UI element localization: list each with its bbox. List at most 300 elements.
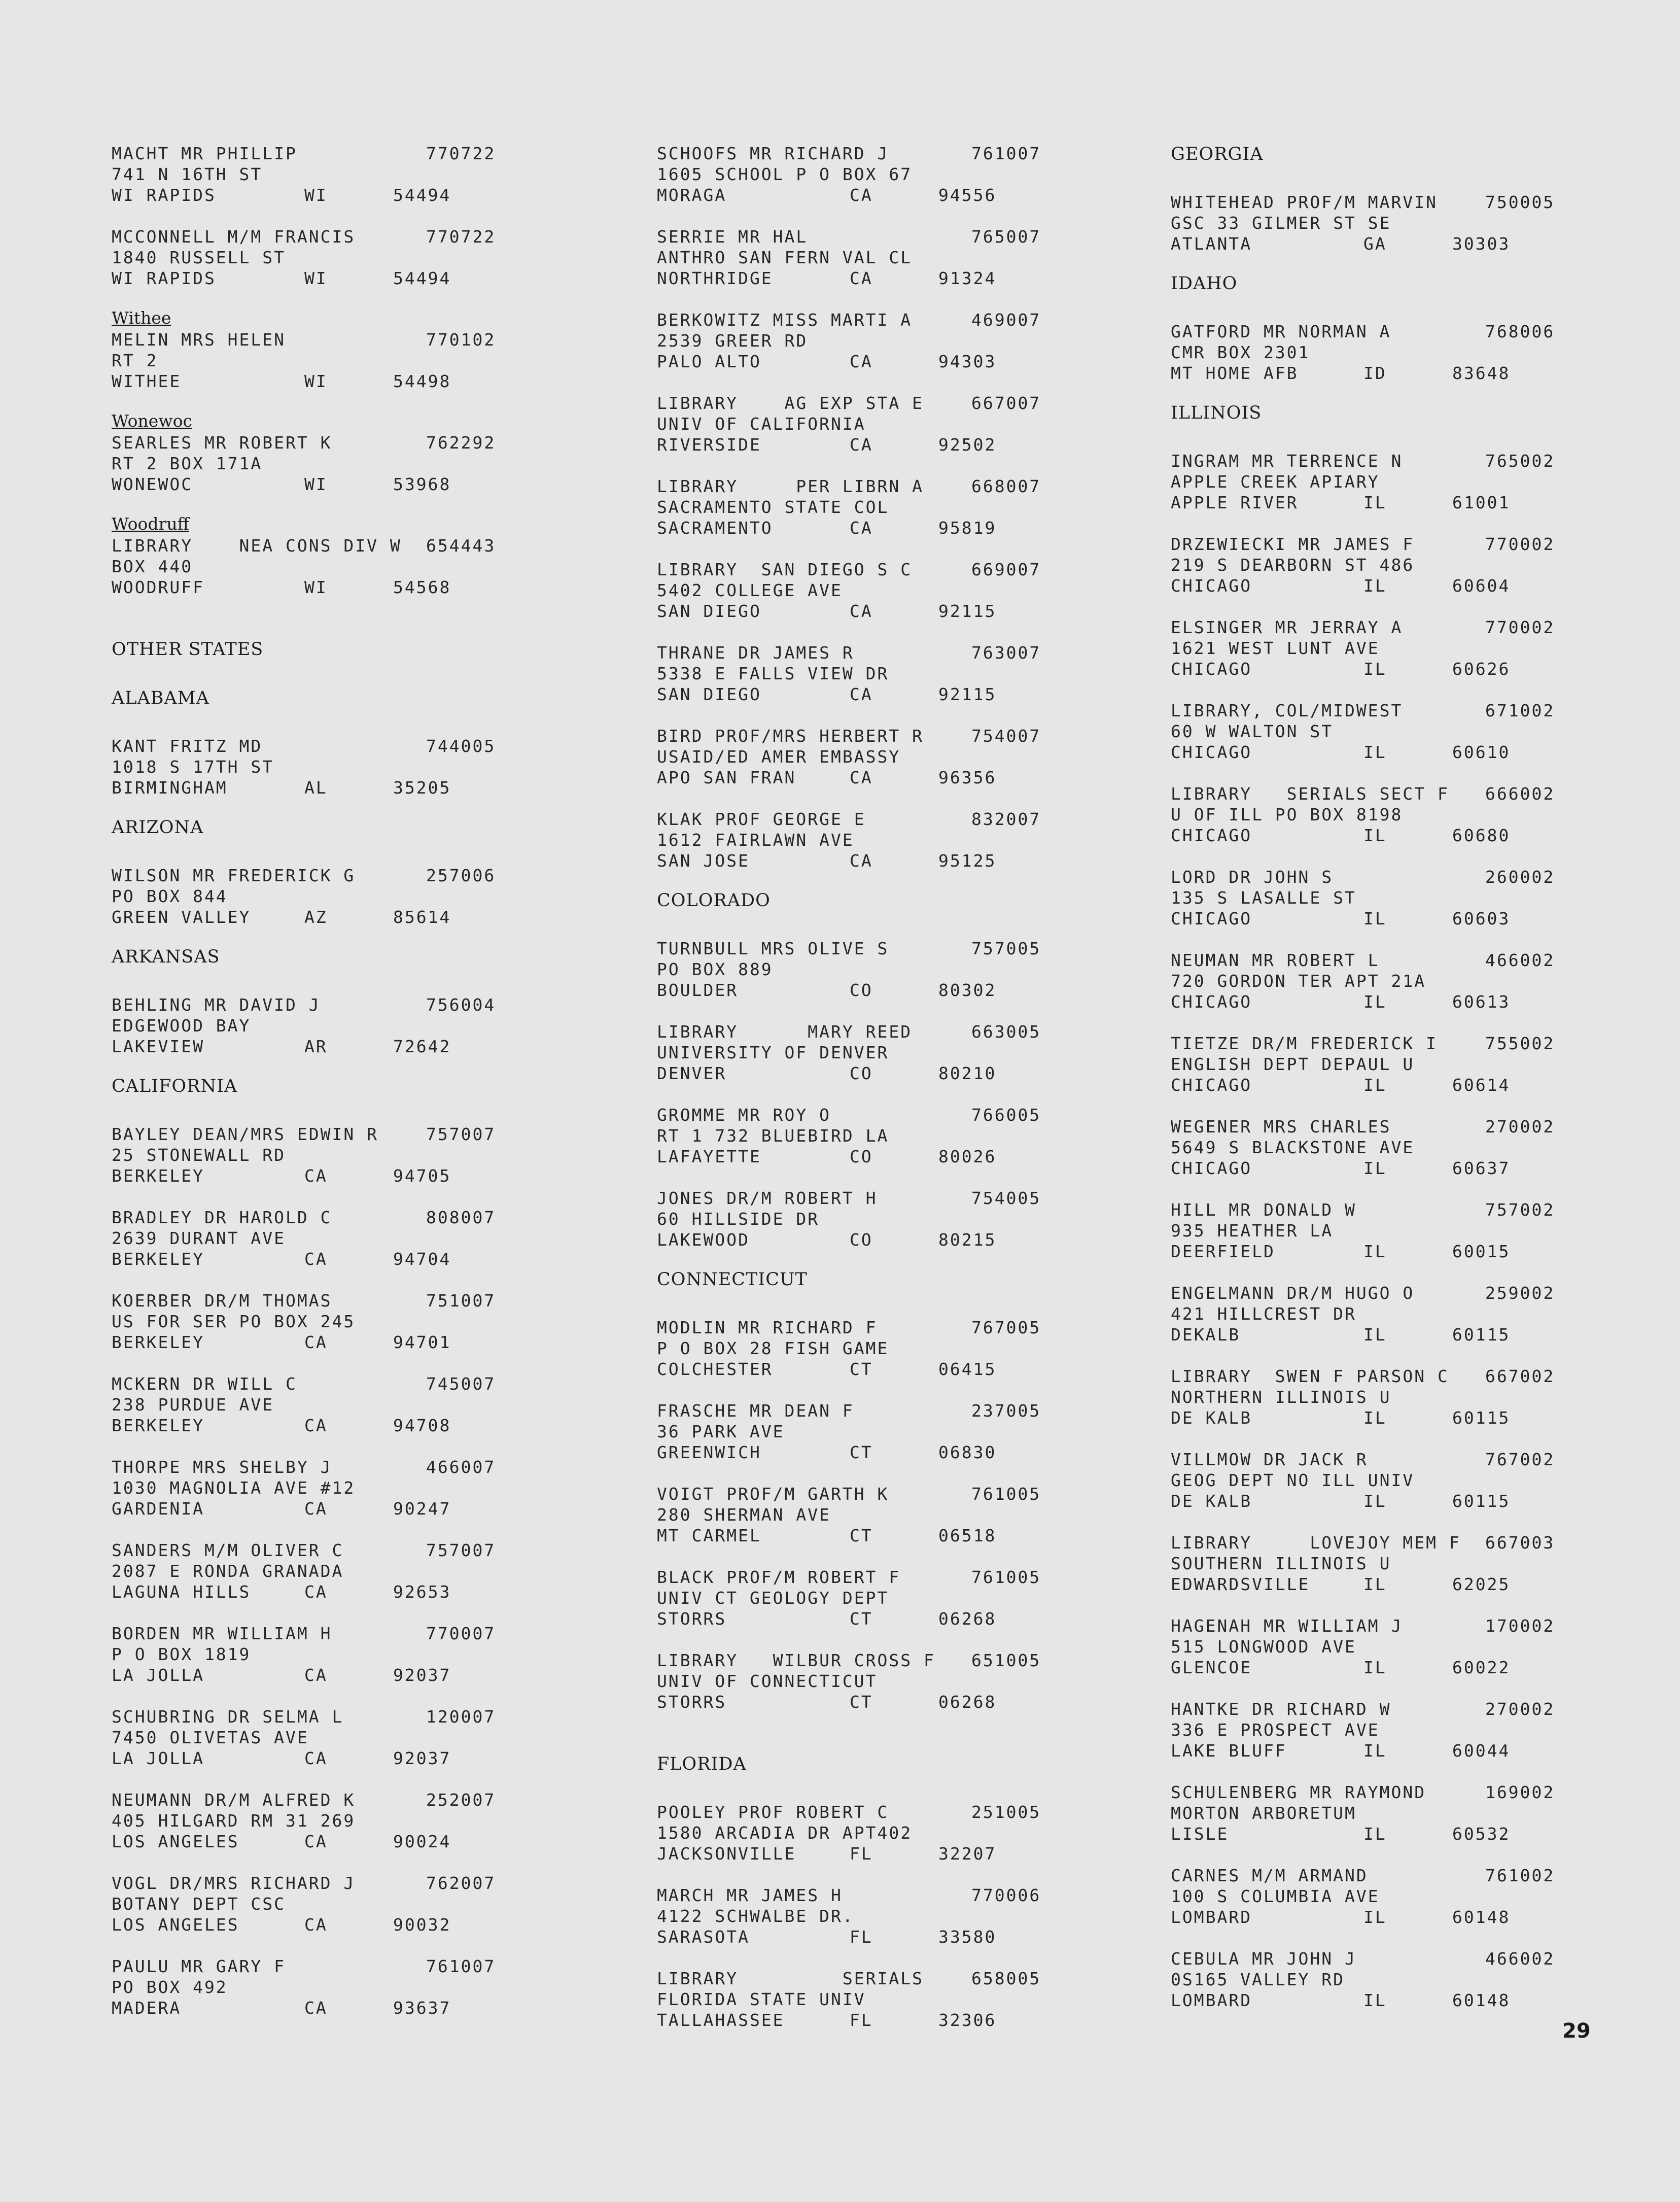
- entry-city-row: [1171, 991, 1637, 1012]
- member-address: 2539 GREER RD: [657, 331, 808, 351]
- entry-city-row: [1171, 1491, 1637, 1511]
- member-address: 1580 ARCADIA DR APT402: [657, 1823, 913, 1843]
- directory-entry: [1171, 1865, 1637, 1928]
- directory-entry: [112, 1207, 578, 1269]
- directory-entry: [657, 809, 1124, 871]
- member-address: 280 SHERMAN AVE: [657, 1505, 831, 1525]
- state-heading: ALABAMA: [112, 688, 209, 708]
- member-zip: 60680: [1452, 825, 1511, 845]
- member-name: CARNES M/M ARMAND: [1171, 1866, 1368, 1885]
- member-code: 667002: [1485, 1366, 1555, 1386]
- directory-entry: [1171, 1532, 1637, 1595]
- member-name: TIETZE DR/M FREDERICK I: [1171, 1034, 1438, 1053]
- entry-city-row: [1171, 492, 1637, 513]
- directory-entry: [112, 994, 578, 1057]
- member-city: BOULDER: [657, 980, 739, 1000]
- member-city: SAN JOSE: [657, 851, 750, 871]
- member-city: LOS ANGELES: [112, 1832, 239, 1851]
- entry-name-row: [112, 143, 578, 164]
- member-state: ID: [1363, 363, 1387, 383]
- member-city: LOMBARD: [1171, 1990, 1252, 2010]
- entry-city-row: [657, 268, 1124, 289]
- member-name: LIBRARY MARY REED: [657, 1022, 913, 1042]
- member-zip: 94705: [393, 1166, 451, 1186]
- member-name: ELSINGER MR JERRAY A: [1171, 617, 1403, 637]
- member-code: 259002: [1485, 1283, 1555, 1303]
- member-name: MCCONNELL M/M FRANCIS: [112, 227, 356, 247]
- member-address: PO BOX 889: [657, 959, 773, 979]
- member-name: SCHOOFS MR RICHARD J: [657, 144, 889, 163]
- member-address: UNIV OF CALIFORNIA: [657, 414, 866, 434]
- member-name: BORDEN MR WILLIAM H: [112, 1624, 332, 1643]
- member-city: WOODRUFF: [112, 577, 204, 597]
- directory-entry: [1171, 1033, 1637, 1095]
- member-zip: 60613: [1452, 992, 1511, 1012]
- member-zip: 60022: [1452, 1658, 1511, 1677]
- entry-city-row: [657, 1063, 1124, 1084]
- member-city: NORTHRIDGE: [657, 268, 773, 288]
- member-address: 336 E PROSPECT AVE: [1171, 1720, 1380, 1740]
- member-code: 761007: [426, 1956, 496, 1976]
- entry-address-row: [1171, 971, 1637, 991]
- member-zip: 93637: [393, 1998, 451, 2018]
- directory-entry: [1171, 700, 1637, 763]
- entry-name-row: [112, 1290, 578, 1311]
- member-state: CA: [850, 768, 873, 787]
- member-code: 762292: [426, 433, 496, 453]
- member-state: CO: [850, 1147, 873, 1166]
- member-zip: 60115: [1452, 1408, 1511, 1428]
- entry-city-row: [112, 1998, 578, 2018]
- state-heading: ILLINOIS: [1171, 403, 1262, 423]
- entry-name-row: [657, 938, 1124, 959]
- member-address: ANTHRO SAN FERN VAL CL: [657, 248, 913, 267]
- member-name: MACHT MR PHILLIP: [112, 144, 297, 163]
- entry-name-row: [1171, 192, 1637, 213]
- member-state: CA: [304, 1832, 328, 1851]
- member-city: LAKEWOOD: [657, 1230, 750, 1250]
- member-name: KANT FRITZ MD: [112, 736, 263, 756]
- member-address: RT 2 BOX 171A: [112, 454, 263, 473]
- entry-name-row: [112, 736, 578, 756]
- member-name: HANTKE DR RICHARD W: [1171, 1699, 1391, 1719]
- entry-name-row: [112, 1457, 578, 1477]
- member-name: SCHUBRING DR SELMA L: [112, 1707, 344, 1727]
- entry-address-row: [657, 247, 1124, 268]
- entry-city-row: [657, 1926, 1124, 1947]
- member-state: IL: [1363, 1658, 1387, 1677]
- member-address: 935 HEATHER LA: [1171, 1221, 1334, 1241]
- member-name: BIRD PROF/MRS HERBERT R: [657, 726, 924, 746]
- member-name: JONES DR/M ROBERT H: [657, 1188, 878, 1208]
- member-code: 750005: [1485, 192, 1555, 212]
- entry-city-row: [1171, 1574, 1637, 1595]
- member-state: CA: [850, 518, 873, 538]
- member-code: 766005: [971, 1105, 1041, 1125]
- member-state: CA: [304, 1998, 328, 2018]
- entry-name-row: [1171, 867, 1637, 887]
- entry-address-row: [112, 164, 578, 185]
- member-name: SERRIE MR HAL: [657, 227, 808, 247]
- member-zip: 72642: [393, 1037, 451, 1056]
- entry-city-row: [1171, 825, 1637, 846]
- member-code: 744005: [426, 736, 496, 756]
- member-address: FLORIDA STATE UNIV: [657, 1989, 866, 2009]
- entry-address-row: [1171, 804, 1637, 825]
- entry-name-row: [1171, 1366, 1637, 1387]
- member-code: 761002: [1485, 1866, 1555, 1885]
- member-city: SAN DIEGO: [657, 684, 761, 704]
- member-city: SARASOTA: [657, 1927, 750, 1947]
- member-state: WI: [304, 371, 328, 391]
- state-heading: OTHER STATES: [112, 639, 264, 660]
- entry-name-row: [112, 226, 578, 247]
- entry-address-row: [112, 1977, 578, 1998]
- member-zip: 06268: [938, 1692, 997, 1712]
- directory-entry: [112, 1373, 578, 1436]
- member-name: NEUMAN MR ROBERT L: [1171, 950, 1380, 970]
- directory-entry: [1171, 783, 1637, 846]
- member-name: BERKOWITZ MISS MARTI A: [657, 310, 913, 330]
- member-name: HILL MR DONALD W: [1171, 1200, 1356, 1220]
- entry-city-row: [1171, 908, 1637, 929]
- member-zip: 32207: [938, 1844, 997, 1864]
- member-state: IL: [1363, 1907, 1387, 1927]
- member-zip: 06830: [938, 1442, 997, 1462]
- member-state: WI: [304, 185, 328, 205]
- member-zip: 85614: [393, 907, 451, 927]
- member-name: PAULU MR GARY F: [112, 1956, 286, 1976]
- member-code: 770722: [426, 227, 496, 247]
- member-zip: 60626: [1452, 659, 1511, 679]
- directory-entry: [112, 1623, 578, 1685]
- member-address: PO BOX 844: [112, 886, 228, 906]
- member-code: 755002: [1485, 1034, 1555, 1053]
- entry-address-row: [112, 350, 578, 371]
- entry-name-row: [1171, 1116, 1637, 1137]
- member-zip: 94704: [393, 1249, 451, 1269]
- entry-name-row: [657, 143, 1124, 164]
- member-city: BERKELEY: [112, 1249, 204, 1269]
- member-code: 767005: [971, 1318, 1041, 1337]
- member-code: 763007: [971, 643, 1041, 663]
- member-name: SANDERS M/M OLIVER C: [112, 1540, 344, 1560]
- member-name: BAYLEY DEAN/MRS EDWIN R: [112, 1124, 378, 1144]
- member-zip: 94556: [938, 185, 997, 205]
- state-heading: GEORGIA: [1171, 144, 1264, 164]
- member-address: 60 HILLSIDE DR: [657, 1209, 820, 1229]
- entry-address-row: [112, 247, 578, 268]
- entry-name-row: [657, 1021, 1124, 1042]
- member-code: 469007: [971, 310, 1041, 330]
- member-zip: 60148: [1452, 1990, 1511, 2010]
- entry-name-row: [1171, 950, 1637, 971]
- entry-name-row: [657, 726, 1124, 746]
- entry-name-row: [112, 1873, 578, 1894]
- member-code: 770102: [426, 330, 496, 350]
- entry-address-row: [657, 746, 1124, 767]
- directory-entry: [112, 865, 578, 927]
- entry-name-row: [657, 476, 1124, 497]
- member-state: WI: [304, 474, 328, 494]
- member-city: LAKE BLUFF: [1171, 1741, 1287, 1761]
- member-state: CA: [850, 851, 873, 871]
- entry-address-row: [657, 1125, 1124, 1146]
- member-code: 745007: [426, 1374, 496, 1394]
- entry-city-row: [112, 371, 578, 392]
- directory-entry: [1171, 1948, 1637, 2011]
- member-name: LIBRARY NEA CONS DIV W: [112, 536, 402, 556]
- directory-entry: [112, 1706, 578, 1769]
- entry-city-row: [112, 1665, 578, 1685]
- member-state: WI: [304, 577, 328, 597]
- member-city: LOS ANGELES: [112, 1915, 239, 1935]
- member-state: CA: [304, 1332, 328, 1352]
- directory-entry: [657, 1968, 1124, 2031]
- member-state: CT: [850, 1359, 873, 1379]
- member-zip: 60604: [1452, 576, 1511, 596]
- member-state: IL: [1363, 1824, 1387, 1844]
- entry-city-row: [1171, 575, 1637, 596]
- member-name: NEUMANN DR/M ALFRED K: [112, 1790, 356, 1810]
- member-name: THRANE DR JAMES R: [657, 643, 854, 663]
- member-state: CA: [304, 1499, 328, 1519]
- member-zip: 91324: [938, 268, 997, 288]
- member-zip: 92502: [938, 435, 997, 455]
- entry-address-row: [1171, 1886, 1637, 1907]
- entry-address-row: [657, 1588, 1124, 1608]
- entry-name-row: [1171, 1699, 1637, 1719]
- entry-city-row: [657, 1608, 1124, 1629]
- member-code: 666002: [1485, 784, 1555, 804]
- member-address: 5402 COLLEGE AVE: [657, 580, 843, 600]
- entry-name-row: [112, 1540, 578, 1561]
- town-heading: Woodruff: [112, 514, 190, 534]
- entry-city-row: [1171, 363, 1637, 384]
- member-zip: 92653: [393, 1582, 451, 1602]
- entry-address-row: [112, 1145, 578, 1165]
- entry-city-row: [112, 1581, 578, 1602]
- member-code: 651005: [971, 1650, 1041, 1670]
- entry-address-row: [112, 1394, 578, 1415]
- entry-address-row: [1171, 1969, 1637, 1990]
- member-code: 663005: [971, 1022, 1041, 1042]
- entry-name-row: [657, 1317, 1124, 1338]
- member-code: 654443: [426, 536, 496, 556]
- member-name: MARCH MR JAMES H: [657, 1885, 843, 1905]
- member-name: THORPE MRS SHELBY J: [112, 1457, 332, 1477]
- member-name: MCKERN DR WILL C: [112, 1374, 297, 1394]
- member-city: LA JOLLA: [112, 1665, 204, 1685]
- entry-name-row: [112, 329, 578, 350]
- member-state: IL: [1363, 1325, 1387, 1345]
- entry-address-row: [1171, 471, 1637, 492]
- member-name: BRADLEY DR HAROLD C: [112, 1208, 332, 1227]
- member-zip: 54494: [393, 268, 451, 288]
- member-code: 770006: [971, 1885, 1041, 1905]
- member-state: CO: [850, 1063, 873, 1083]
- entry-name-row: [657, 1968, 1124, 1989]
- member-zip: 90032: [393, 1915, 451, 1935]
- entry-city-row: [1171, 1990, 1637, 2011]
- member-name: LIBRARY SERIALS: [657, 1969, 924, 1988]
- entry-name-row: [657, 1400, 1124, 1421]
- directory-entry: [1171, 534, 1637, 596]
- entry-address-row: [657, 580, 1124, 601]
- member-address: 25 STONEWALL RD: [112, 1145, 286, 1165]
- directory-entry: [657, 309, 1124, 372]
- entry-name-row: [657, 1650, 1124, 1671]
- directory-entry: [1171, 1199, 1637, 1262]
- member-city: MORAGA: [657, 185, 727, 205]
- member-address: UNIV CT GEOLOGY DEPT: [657, 1588, 889, 1608]
- directory-entry: [1171, 1615, 1637, 1678]
- member-code: 808007: [426, 1208, 496, 1227]
- entry-city-row: [657, 1146, 1124, 1167]
- member-code: 260002: [1485, 867, 1555, 887]
- member-address: BOTANY DEPT CSC: [112, 1894, 286, 1914]
- entry-name-row: [657, 809, 1124, 830]
- member-city: BERKELEY: [112, 1166, 204, 1186]
- directory-entry: [657, 1650, 1124, 1712]
- entry-name-row: [112, 432, 578, 453]
- member-state: AZ: [304, 907, 328, 927]
- member-name: LIBRARY, COL/MIDWEST: [1171, 701, 1403, 720]
- member-address: 7450 OLIVETAS AVE: [112, 1728, 309, 1747]
- entry-address-row: [112, 1727, 578, 1748]
- entry-address-row: [112, 453, 578, 474]
- member-address: U OF ILL PO BOX 8198: [1171, 805, 1403, 824]
- member-name: LIBRARY LOVEJOY MEM F: [1171, 1533, 1461, 1553]
- member-name: BEHLING MR DAVID J: [112, 995, 321, 1015]
- member-address: 60 W WALTON ST: [1171, 721, 1334, 741]
- member-city: EDWARDSVILLE: [1171, 1574, 1310, 1594]
- member-zip: 35205: [393, 778, 451, 798]
- member-address: 5649 S BLACKSTONE AVE: [1171, 1138, 1415, 1157]
- entry-city-row: [657, 1442, 1124, 1463]
- member-address: 0S165 VALLEY RD: [1171, 1970, 1345, 1989]
- directory-entry: [112, 432, 578, 495]
- directory-entry: [657, 642, 1124, 705]
- member-city: JACKSONVILLE: [657, 1844, 796, 1864]
- member-code: 120007: [426, 1707, 496, 1727]
- entry-city-row: [112, 1249, 578, 1269]
- member-code: 671002: [1485, 701, 1555, 720]
- member-address: GSC 33 GILMER ST SE: [1171, 213, 1391, 233]
- member-address: 1840 RUSSELL ST: [112, 248, 286, 267]
- member-address: 219 S DEARBORN ST 486: [1171, 555, 1415, 575]
- directory-entry: [657, 1484, 1124, 1546]
- entry-address-row: [657, 414, 1124, 434]
- member-state: WI: [304, 268, 328, 288]
- member-zip: 60603: [1452, 909, 1511, 928]
- member-address: PO BOX 492: [112, 1977, 228, 1997]
- member-address: GEOG DEPT NO ILL UNIV: [1171, 1470, 1415, 1490]
- member-state: IL: [1363, 742, 1387, 762]
- entry-address-row: [657, 1421, 1124, 1442]
- member-zip: 92115: [938, 601, 997, 621]
- state-heading: IDAHO: [1171, 273, 1238, 294]
- entry-address-row: [1171, 213, 1637, 233]
- entry-name-row: [112, 1706, 578, 1727]
- member-address: SACRAMENTO STATE COL: [657, 497, 889, 517]
- member-name: FRASCHE MR DEAN F: [657, 1401, 854, 1421]
- member-code: 667007: [971, 393, 1041, 413]
- member-zip: 33580: [938, 1927, 997, 1947]
- directory-entry: [112, 143, 578, 205]
- directory-entry: [657, 559, 1124, 622]
- member-address: BOX 440: [112, 557, 193, 576]
- directory-entry: [1171, 867, 1637, 929]
- entry-address-row: [112, 1015, 578, 1036]
- directory-entry: [657, 1188, 1124, 1250]
- member-code: 270002: [1485, 1699, 1555, 1719]
- member-state: AL: [304, 778, 328, 798]
- member-state: IL: [1363, 909, 1387, 928]
- entry-city-row: [112, 1748, 578, 1769]
- entry-city-row: [1171, 1241, 1637, 1262]
- member-city: CHICAGO: [1171, 659, 1252, 679]
- member-code: 252007: [426, 1790, 496, 1810]
- member-code: 669007: [971, 560, 1041, 579]
- entry-name-row: [112, 1124, 578, 1145]
- entry-name-row: [657, 1567, 1124, 1588]
- entry-address-row: [657, 1209, 1124, 1229]
- member-name: MELIN MRS HELEN: [112, 330, 286, 350]
- member-name: KLAK PROF GEORGE E: [657, 809, 866, 829]
- member-code: 757007: [426, 1124, 496, 1144]
- member-state: CA: [850, 684, 873, 704]
- directory-entry: [1171, 192, 1637, 254]
- member-city: LISLE: [1171, 1824, 1229, 1844]
- directory-column-3: [1171, 143, 1637, 2011]
- state-heading: ARIZONA: [112, 817, 204, 838]
- member-address: P O BOX 1819: [112, 1644, 251, 1664]
- member-code: 170002: [1485, 1616, 1555, 1636]
- member-address: 238 PURDUE AVE: [112, 1395, 274, 1415]
- state-heading: CALIFORNIA: [112, 1076, 238, 1096]
- entry-city-row: [1171, 1407, 1637, 1428]
- entry-city-row: [657, 684, 1124, 705]
- member-address: SOUTHERN ILLINOIS U: [1171, 1554, 1391, 1573]
- entry-name-row: [112, 535, 578, 556]
- entry-address-row: [112, 1644, 578, 1665]
- directory-entry: [1171, 1699, 1637, 1761]
- member-name: LIBRARY PER LIBRN A: [657, 476, 924, 496]
- member-name: HAGENAH MR WILLIAM J: [1171, 1616, 1403, 1636]
- member-code: 757007: [426, 1540, 496, 1560]
- member-name: GATFORD MR NORMAN A: [1171, 322, 1391, 341]
- member-code: 757002: [1485, 1200, 1555, 1220]
- entry-address-row: [112, 1311, 578, 1332]
- member-zip: 06415: [938, 1359, 997, 1379]
- member-zip: 80026: [938, 1147, 997, 1166]
- member-zip: 80302: [938, 980, 997, 1000]
- member-address: 4122 SCHWALBE DR.: [657, 1906, 854, 1926]
- entry-address-row: [657, 1042, 1124, 1063]
- state-heading: FLORIDA: [657, 1754, 747, 1774]
- member-state: CA: [850, 185, 873, 205]
- entry-address-row: [1171, 1387, 1637, 1407]
- member-city: WI RAPIDS: [112, 268, 216, 288]
- member-city: WONEWOC: [112, 474, 193, 494]
- member-zip: 60610: [1452, 742, 1511, 762]
- directory-entry: [657, 726, 1124, 788]
- entry-address-row: [657, 164, 1124, 185]
- member-address: EDGEWOOD BAY: [112, 1016, 251, 1036]
- directory-entry: [112, 1457, 578, 1519]
- entry-name-row: [657, 1802, 1124, 1822]
